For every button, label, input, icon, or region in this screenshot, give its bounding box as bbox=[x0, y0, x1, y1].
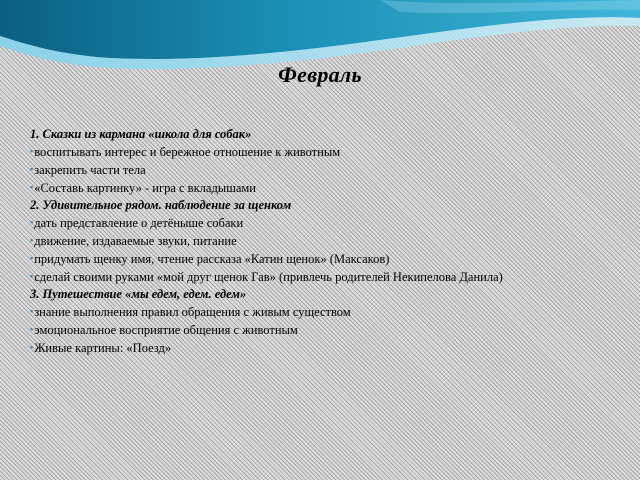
section-heading-text: 2. Удивительное рядом. наблюдение за щенком bbox=[30, 198, 292, 212]
section-heading bbox=[30, 197, 630, 214]
bullet-text: Живые картины: «Поезд» bbox=[34, 341, 172, 355]
section-heading-text: 1. Сказки из кармана «школа для собак» bbox=[30, 127, 252, 141]
bullet-item bbox=[30, 303, 630, 321]
bullet-icon: ▪ bbox=[30, 324, 34, 334]
bullet-text: знание выполнения правил обращения с живым существом bbox=[34, 305, 351, 319]
bullet-text: воспитывать интерес и бережное отношение к животным bbox=[34, 145, 341, 159]
bullet-icon: ▪ bbox=[30, 146, 34, 156]
bullet-icon: ▪ bbox=[30, 306, 34, 316]
bullet-item bbox=[30, 161, 630, 179]
bullet-text: эмоциональное восприятие общения с животным bbox=[34, 323, 298, 337]
bullet-text: «Составь картинку» - игра с вкладышами bbox=[34, 181, 256, 195]
bullet-icon: ▪ bbox=[30, 253, 34, 263]
bullet-icon: ▪ bbox=[30, 271, 34, 281]
bullet-text: закрепить части тела bbox=[34, 163, 146, 177]
bullet-item bbox=[30, 250, 630, 268]
section-heading bbox=[30, 126, 630, 143]
section-heading-text: 3. Путешествие «мы едем, едем. едем» bbox=[30, 287, 247, 301]
bullet-icon: ▪ bbox=[30, 164, 34, 174]
bullet-icon: ▪ bbox=[30, 235, 34, 245]
bullet-text: сделай своими руками «мой друг щенок Гав» (привлечь родителей Некипелова Данила) bbox=[34, 270, 503, 284]
bullet-icon: ▪ bbox=[30, 217, 34, 227]
bullet-text: движение, издаваемые звуки, питание bbox=[34, 234, 237, 248]
bullet-item bbox=[30, 179, 630, 197]
bullet-item bbox=[30, 214, 630, 232]
bullet-text: придумать щенку имя, чтение рассказа «Катин щенок» (Максаков) bbox=[34, 252, 390, 266]
slide-title: Февраль bbox=[278, 62, 362, 87]
bullet-item bbox=[30, 232, 630, 250]
bullet-text: дать представление о детёныше собаки bbox=[34, 216, 244, 230]
bullet-item bbox=[30, 268, 630, 286]
bullet-item bbox=[30, 143, 630, 161]
bullet-item bbox=[30, 321, 630, 339]
section-heading bbox=[30, 286, 630, 303]
bullet-icon: ▪ bbox=[30, 182, 34, 192]
bullet-item bbox=[30, 339, 630, 357]
slide-content bbox=[30, 126, 630, 357]
bullet-icon: ▪ bbox=[30, 342, 34, 352]
header-wave-decoration bbox=[0, 0, 640, 110]
